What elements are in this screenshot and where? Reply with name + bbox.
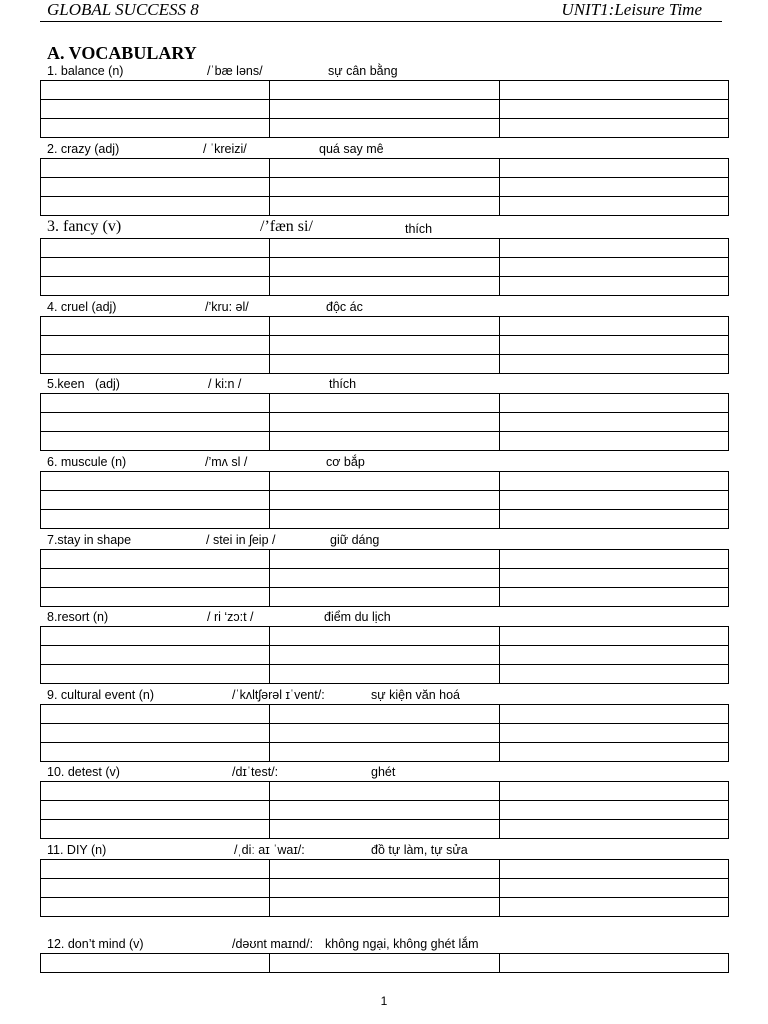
- grid-cell[interactable]: [41, 81, 270, 100]
- grid-cell[interactable]: [41, 197, 270, 216]
- grid-cell[interactable]: [499, 879, 728, 898]
- entry-meaning: đồ tự làm, tự sửa: [371, 843, 468, 857]
- grid-cell[interactable]: [41, 491, 270, 510]
- grid-cell[interactable]: [270, 81, 499, 100]
- grid-cell[interactable]: [41, 588, 270, 607]
- entry-meaning: quá say mê: [319, 142, 384, 156]
- practice-grid: [40, 781, 729, 839]
- entry-ipa: /ˌdiː aɪ ˈwaɪ/:: [234, 843, 305, 857]
- practice-grid: [40, 158, 729, 216]
- grid-cell[interactable]: [41, 413, 270, 432]
- grid-cell[interactable]: [499, 954, 728, 973]
- grid-cell[interactable]: [270, 588, 499, 607]
- grid-cell[interactable]: [270, 550, 499, 569]
- grid-cell[interactable]: [499, 178, 728, 197]
- practice-grid: [40, 238, 729, 296]
- practice-grid: [40, 80, 729, 138]
- grid-cell[interactable]: [499, 239, 728, 258]
- grid-cell[interactable]: [41, 510, 270, 529]
- entry-ipa: /’mʌ sl /: [205, 455, 248, 469]
- grid-cell[interactable]: [41, 627, 270, 646]
- grid-cell[interactable]: [41, 239, 270, 258]
- grid-cell[interactable]: [41, 569, 270, 588]
- entry-ipa: /’kru: əl/: [205, 300, 249, 314]
- entry-meaning: điểm du lịch: [324, 610, 391, 624]
- practice-grid: [40, 859, 729, 917]
- grid-cell[interactable]: [270, 627, 499, 646]
- grid-cell[interactable]: [499, 743, 728, 762]
- grid-cell[interactable]: [499, 355, 728, 374]
- grid-cell[interactable]: [499, 627, 728, 646]
- grid-cell[interactable]: [270, 954, 499, 973]
- grid-cell[interactable]: [41, 743, 270, 762]
- grid-cell[interactable]: [270, 646, 499, 665]
- grid-cell[interactable]: [270, 743, 499, 762]
- entry-word: 5.keen (adj): [47, 377, 120, 391]
- page-header: [40, 0, 722, 22]
- grid-cell[interactable]: [41, 119, 270, 138]
- entry-meaning: không ngại, không ghét lắm: [325, 937, 479, 951]
- entry-ipa: /dɪˈtest/:: [232, 765, 279, 779]
- grid-cell[interactable]: [499, 413, 728, 432]
- entry-word: 9. cultural event (n): [47, 688, 154, 702]
- grid-cell[interactable]: [499, 705, 728, 724]
- grid-cell[interactable]: [499, 860, 728, 879]
- entry-meaning: sự kiện văn hoá: [371, 688, 460, 702]
- entry-ipa: / stei in ʃeip /: [206, 533, 276, 547]
- grid-cell[interactable]: [270, 413, 499, 432]
- entry-word: 12. don’t mind (v): [47, 937, 144, 951]
- grid-cell[interactable]: [499, 782, 728, 801]
- entry-ipa: / ri ‘zɔ:t /: [207, 610, 254, 624]
- grid-cell[interactable]: [41, 898, 270, 917]
- grid-cell[interactable]: [270, 898, 499, 917]
- entry-word: 10. detest (v): [47, 765, 120, 779]
- unit-title: UNIT1:Leisure Time: [561, 0, 702, 19]
- grid-cell[interactable]: [41, 954, 270, 973]
- grid-cell[interactable]: [499, 588, 728, 607]
- entry-meaning: cơ bắp: [326, 455, 365, 469]
- grid-cell[interactable]: [41, 550, 270, 569]
- grid-cell[interactable]: [41, 159, 270, 178]
- practice-grid: [40, 953, 729, 973]
- grid-cell[interactable]: [499, 510, 728, 529]
- grid-cell[interactable]: [499, 336, 728, 355]
- entry-word: 2. crazy (adj): [47, 142, 120, 156]
- page-number: 1: [380, 994, 388, 1008]
- grid-cell[interactable]: [270, 394, 499, 413]
- grid-cell[interactable]: [41, 724, 270, 743]
- entry-meaning: thích: [329, 377, 357, 391]
- grid-cell[interactable]: [499, 119, 728, 138]
- grid-cell[interactable]: [499, 317, 728, 336]
- grid-cell[interactable]: [41, 100, 270, 119]
- entry-word: 1. balance (n): [47, 64, 124, 78]
- grid-cell[interactable]: [41, 258, 270, 277]
- practice-grid: [40, 393, 729, 451]
- entry-word: 4. cruel (adj): [47, 300, 117, 314]
- grid-cell[interactable]: [270, 432, 499, 451]
- grid-cell[interactable]: [270, 879, 499, 898]
- grid-cell[interactable]: [270, 724, 499, 743]
- grid-cell[interactable]: [270, 491, 499, 510]
- practice-grid: [40, 704, 729, 762]
- practice-grid: [40, 626, 729, 684]
- grid-cell[interactable]: [499, 100, 728, 119]
- entry-ipa: /’fæn si/: [260, 218, 313, 235]
- grid-cell[interactable]: [270, 820, 499, 839]
- grid-cell[interactable]: [41, 665, 270, 684]
- grid-cell[interactable]: [41, 394, 270, 413]
- grid-cell[interactable]: [41, 820, 270, 839]
- entry-word: 6. muscule (n): [47, 455, 127, 469]
- grid-cell[interactable]: [270, 258, 499, 277]
- grid-cell[interactable]: [499, 159, 728, 178]
- grid-cell[interactable]: [270, 569, 499, 588]
- grid-cell[interactable]: [41, 801, 270, 820]
- grid-cell[interactable]: [270, 159, 499, 178]
- book-title: GLOBAL SUCCESS 8: [47, 0, 199, 19]
- grid-cell[interactable]: [499, 569, 728, 588]
- entry-word: 7.stay in shape: [47, 533, 132, 547]
- grid-cell[interactable]: [270, 705, 499, 724]
- grid-cell[interactable]: [270, 317, 499, 336]
- entry-ipa: /dəʊnt maɪnd/:: [232, 937, 314, 951]
- entry-meaning: thích: [405, 222, 433, 236]
- grid-cell[interactable]: [270, 665, 499, 684]
- grid-cell[interactable]: [41, 705, 270, 724]
- grid-cell[interactable]: [499, 81, 728, 100]
- practice-grid: [40, 316, 729, 374]
- entry-word: 8.resort (n): [47, 610, 109, 624]
- grid-cell[interactable]: [270, 336, 499, 355]
- grid-cell[interactable]: [499, 724, 728, 743]
- grid-cell[interactable]: [499, 277, 728, 296]
- grid-cell[interactable]: [270, 355, 499, 374]
- grid-cell[interactable]: [270, 119, 499, 138]
- grid-cell[interactable]: [499, 898, 728, 917]
- grid-cell[interactable]: [41, 277, 270, 296]
- grid-cell[interactable]: [270, 860, 499, 879]
- grid-cell[interactable]: [41, 646, 270, 665]
- grid-cell[interactable]: [41, 317, 270, 336]
- grid-cell[interactable]: [41, 336, 270, 355]
- entry-word: 11. DIY (n): [47, 843, 107, 857]
- grid-cell[interactable]: [499, 472, 728, 491]
- grid-cell[interactable]: [41, 782, 270, 801]
- grid-cell[interactable]: [41, 178, 270, 197]
- grid-cell[interactable]: [41, 355, 270, 374]
- grid-cell[interactable]: [499, 801, 728, 820]
- grid-cell[interactable]: [499, 258, 728, 277]
- grid-cell[interactable]: [499, 646, 728, 665]
- grid-cell[interactable]: [270, 510, 499, 529]
- grid-cell[interactable]: [499, 394, 728, 413]
- section-title: A. VOCABULARY: [47, 43, 197, 63]
- grid-cell[interactable]: [499, 550, 728, 569]
- grid-cell[interactable]: [41, 472, 270, 491]
- grid-cell[interactable]: [270, 100, 499, 119]
- grid-cell[interactable]: [270, 472, 499, 491]
- entry-ipa: / ki:n /: [208, 377, 242, 391]
- practice-grid: [40, 471, 729, 529]
- grid-cell[interactable]: [270, 801, 499, 820]
- entry-ipa: /ˈbæ ləns/: [207, 64, 263, 78]
- grid-cell[interactable]: [499, 491, 728, 510]
- grid-cell[interactable]: [270, 277, 499, 296]
- grid-cell[interactable]: [270, 239, 499, 258]
- grid-cell[interactable]: [499, 197, 728, 216]
- grid-cell[interactable]: [499, 820, 728, 839]
- grid-cell[interactable]: [499, 665, 728, 684]
- grid-cell[interactable]: [270, 178, 499, 197]
- grid-cell[interactable]: [270, 197, 499, 216]
- grid-cell[interactable]: [41, 432, 270, 451]
- entry-meaning: sự cân bằng: [328, 64, 398, 78]
- entry-word: 3. fancy (v): [47, 218, 122, 235]
- entry-ipa: /ˈkʌltʃərəl ɪˈvent/:: [232, 688, 325, 702]
- grid-cell[interactable]: [41, 860, 270, 879]
- grid-cell[interactable]: [41, 879, 270, 898]
- grid-cell[interactable]: [270, 782, 499, 801]
- practice-grid: [40, 549, 729, 607]
- entry-meaning: độc ác: [326, 300, 363, 314]
- entry-ipa: / ˈkreizi/: [203, 142, 247, 156]
- entry-meaning: giữ dáng: [330, 533, 380, 547]
- entry-meaning: ghét: [371, 765, 396, 779]
- grid-cell[interactable]: [499, 432, 728, 451]
